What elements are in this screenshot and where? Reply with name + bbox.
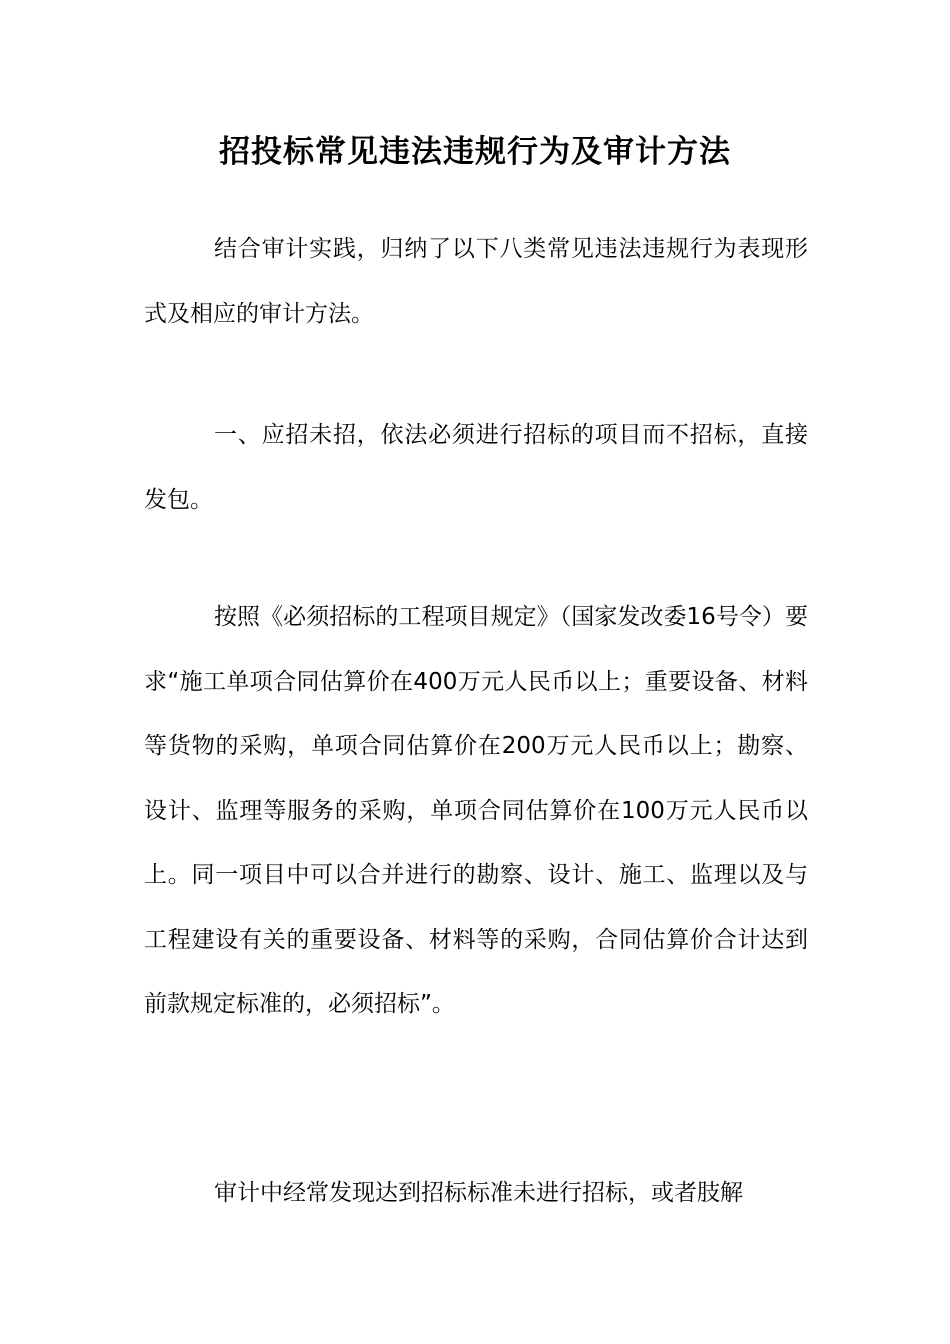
document-title: 招投标常见违法违规行为及审计方法 (219, 134, 731, 170)
paragraph-regulation: 按照《必须招标的工程项目规定》（国家发改委16号令）要求“施工单项合同估算价在400万元人民币以上；重要设备、材料等货物的采购，单项合同估算价在200万元人民币以上；勘察、设计、监理等服务的采购，单项合同估算价在100万元人民币以上。同一项目中可以合并进行的勘察、设计、施工、监理以及与工程建设有关的重要设备、材料等的采购，合同估算价合计达到前款规定标准的，必须招标”。 (144, 604, 808, 1017)
paragraph-section-one-heading: 一、应招未招，依法必须进行招标的项目而不招标，直接发包。 (144, 422, 808, 513)
paragraph-intro: 结合审计实践，归纳了以下八类常见违法违规行为表现形式及相应的审计方法。 (144, 236, 808, 327)
paragraph-audit-findings: 审计中经常发现达到招标标准未进行招标，或者肢解 (214, 1180, 743, 1206)
